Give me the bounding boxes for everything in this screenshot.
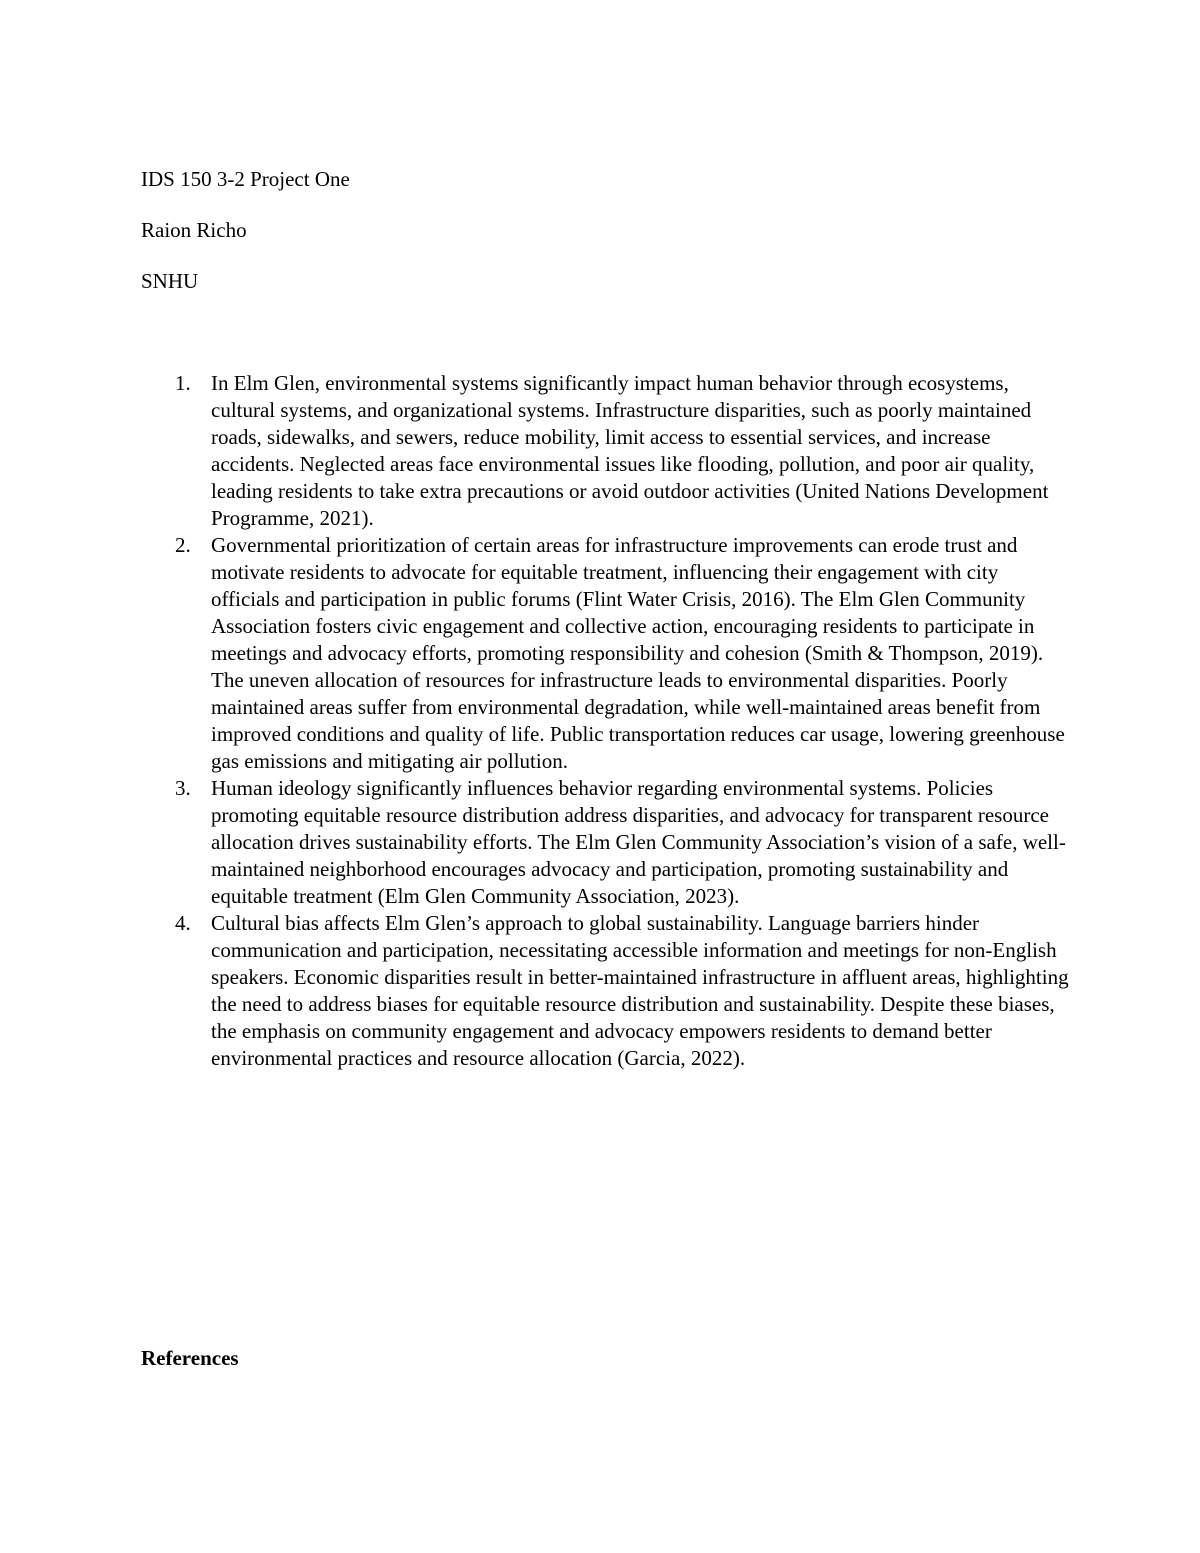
references-heading: References [141,1346,239,1370]
list-item-text: Human ideology significantly influences behavior regarding environmental systems. Policies promoting equitable resource distribution address disparities, and advocacy for transparent resource allocation drives sustainability efforts. The Elm Glen Community Association’s vision of a safe, well-maintained neighborhood encourages advocacy and participation, promoting sustainability and equitable treatment (Elm Glen Community Association, 2023). [211,776,1066,908]
list-item-number: 1. [175,371,191,395]
list-item [141,775,1071,910]
numbered-list [141,370,1071,1072]
list-item-number: 2. [175,533,191,557]
list-item-number: 4. [175,911,191,935]
course-title: IDS 150 3-2 Project One [141,167,350,191]
list-item-number: 3. [175,776,191,800]
list-item [141,532,1071,775]
list-item [141,910,1071,1072]
school-name: SNHU [141,269,199,293]
list-item [141,370,1071,532]
author-name: Raion Richo [141,218,247,242]
list-item-text: Cultural bias affects Elm Glen’s approach to global sustainability. Language barriers hinder communication and participation, necessitating accessible information and meetings for non-English speakers. Economic disparities result in better-maintained infrastructure in affluent areas, highlighting the need to address biases for equitable resource distribution and sustainability. Despite these biases, the emphasis on community engagement and advocacy empowers residents to demand better environmental practices and resource allocation (Garcia, 2022). [211,911,1069,1070]
list-item-text: In Elm Glen, environmental systems significantly impact human behavior through ecosystems, cultural systems, and organizational systems. Infrastructure disparities, such as poorly maintained roads, sidewalks, and sewers, reduce mobility, limit access to essential services, and increase accidents. Neglected areas face environmental issues like flooding, pollution, and poor air quality, leading residents to take extra precautions or avoid outdoor activities (United Nations Development Programme, 2021). [211,371,1049,530]
list-item-text: Governmental prioritization of certain areas for infrastructure improvements can erode trust and motivate residents to advocate for equitable treatment, influencing their engagement with city officials and participation in public forums (Flint Water Crisis, 2016). The Elm Glen Community Association fosters civic engagement and collective action, encouraging residents to participate in meetings and advocacy efforts, promoting responsibility and cohesion (Smith & Thompson, 2019). The uneven allocation of resources for infrastructure leads to environmental disparities. Poorly maintained areas suffer from environmental degradation, while well-maintained areas benefit from improved conditions and quality of life. Public transportation reduces car usage, lowering greenhouse gas emissions and mitigating air pollution. [211,533,1065,773]
